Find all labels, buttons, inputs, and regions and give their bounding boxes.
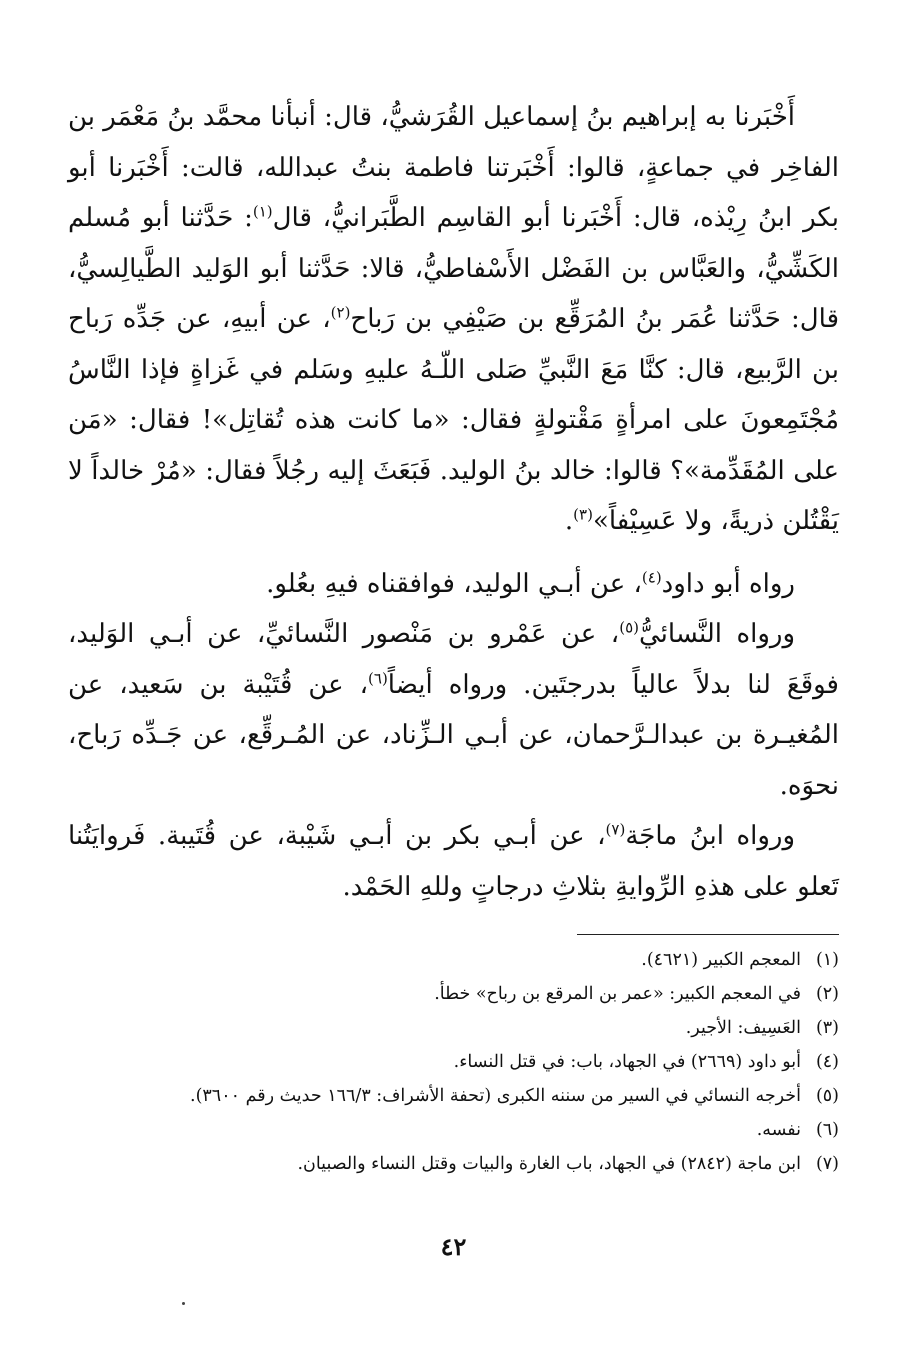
main-text [68, 92, 839, 912]
paragraph-text: ، عن أبيهِ، عن جَدِّه رَباح بن الرَّبيع، قال: كنَّا مَعَ النَّبيِّ صَلى اللّـهُ عليهِ وسَلم في غَزاةٍ فإذا النَّاسُ مُجْتَمِعونَ على امرأةٍ مَقْتولةٍ فقال: «ما كانت هذه تُقاتِل»! فقال: «مَن على المُقَدِّمة»؟ قالوا: خالد بنُ الوليد. فَبَعَثَ إليه رجُلاً فقال: «مُرْ خالداً لا يَقْتُلن ذريةً، ولا عَسِيْفاً» [68, 304, 839, 536]
footnote-marker[interactable]: (٤) [641, 567, 662, 586]
footnote [68, 1147, 839, 1181]
footnote [68, 1045, 839, 1079]
paragraph-text: ورواه ابنُ ماجَة [625, 821, 795, 851]
footnotes [68, 943, 839, 1181]
footnote-number: (٣) [815, 1018, 839, 1038]
footnote-text: ابن ماجة (٢٨٤٢) في الجهاد، باب الغارة والبيات وقتل النساء والصبيان. [297, 1154, 801, 1174]
footnote-marker[interactable]: (١) [252, 202, 273, 221]
footnote-number: (٦) [815, 1120, 839, 1140]
paragraph-text: ورواه النَّسائيُّ [638, 619, 795, 649]
footnote-marker[interactable]: (٢) [330, 303, 351, 322]
paragraph [68, 92, 839, 547]
paragraph-text: رواه أبو داود [661, 568, 795, 599]
footnote [68, 943, 839, 977]
footnote-text: العَسِيف: الأجير. [685, 1018, 801, 1038]
footnote-marker[interactable]: (٥) [619, 618, 639, 637]
paragraph-text: ، عن عَمْرو بن مَنْصور النَّسائيِّ، عن أبـي الوَليد، فوقَعَ لنا بدلاً عالياً بدرجتَين. ورواه أيضاً [68, 619, 839, 700]
footnote [68, 977, 839, 1011]
page-number: ٤٢ [440, 1232, 467, 1261]
footnote-separator [577, 934, 839, 935]
footnote [68, 1113, 839, 1147]
footnote [68, 1079, 839, 1113]
footnote-marker[interactable]: (٦) [368, 668, 388, 687]
paragraph [68, 559, 839, 610]
footnote-text: المعجم الكبير (٤٦٢١). [641, 950, 801, 970]
paragraph-text: أَخْبَرنا به إبراهيم بنُ إسماعيل القُرَشيُّ، قال: أنبأنا محمَّد بنُ مَعْمَر بن الفاخِر في جماعةٍ، قالوا: أَخْبَرتنا فاطمة بنتُ عبدالله، قالت: أَخْبَرنا أبو بكر ابنُ رِيْذه، قال: أَخْبَرنا أبو القاسِم الطَّبَرانيُّ، قال [68, 102, 840, 233]
paragraph-text: : حَدَّثنا أبو مُسلم الكَشِّيُّ، والعَبَّاس بن الفَضْل الأَسْفاطيُّ، قالا: حَدَّثنا أبو الوَليد الطَّيالِسيُّ، قال: حَدَّثنا عُمَر بنُ المُرَقِّع بن صَيْفِي بن رَباح [68, 203, 839, 334]
footnote-number: (١) [815, 950, 839, 970]
footnote-marker[interactable]: (٧) [605, 820, 626, 839]
footnote-number: (٤) [815, 1052, 839, 1072]
footnote-text: نفسه. [756, 1120, 801, 1140]
paragraph-text: ، عن قُتَيْبة بن سَعيد، عن المُغيـرة بن عبدالـرَّحمان، عن أبـي الـزِّناد، عن المُـرقِّع، عن جَـدِّه رَباح، نحوَه. [68, 669, 839, 801]
footnote-marker[interactable]: (٣) [573, 505, 593, 524]
footnote-number: (٥) [815, 1086, 839, 1106]
paragraph-text: ، عن أبـي الوليد، فوافقناه فيهِ بعُلو. [266, 568, 642, 599]
footnote-text: أبو داود (٢٦٦٩) في الجهاد، باب: في قتل النساء. [453, 1052, 801, 1072]
scan-speck [182, 1302, 185, 1305]
footnote-text: في المعجم الكبير: «عمر بن المرقع بن رباح» خطأ. [434, 984, 801, 1004]
footnote-number: (٧) [815, 1154, 839, 1174]
paragraph-text: . [564, 506, 574, 536]
paragraph-text: ، عن أبـي بكر بن أبـي شَيْبة، عن قُتَيبة. فَروايَتُنا تَعلو على هذهِ الرِّوايةِ بثلاثِ درجاتٍ وللهِ الحَمْد. [68, 821, 839, 902]
footnote-number: (٢) [815, 984, 839, 1004]
paragraph [68, 811, 839, 912]
paragraph [68, 609, 839, 811]
footnote [68, 1011, 839, 1045]
footnote-text: أخرجه النسائي في السير من سننه الكبرى (تحفة الأشراف: ١٦٦/٣ حديث رقم ٣٦٠٠). [190, 1086, 801, 1106]
